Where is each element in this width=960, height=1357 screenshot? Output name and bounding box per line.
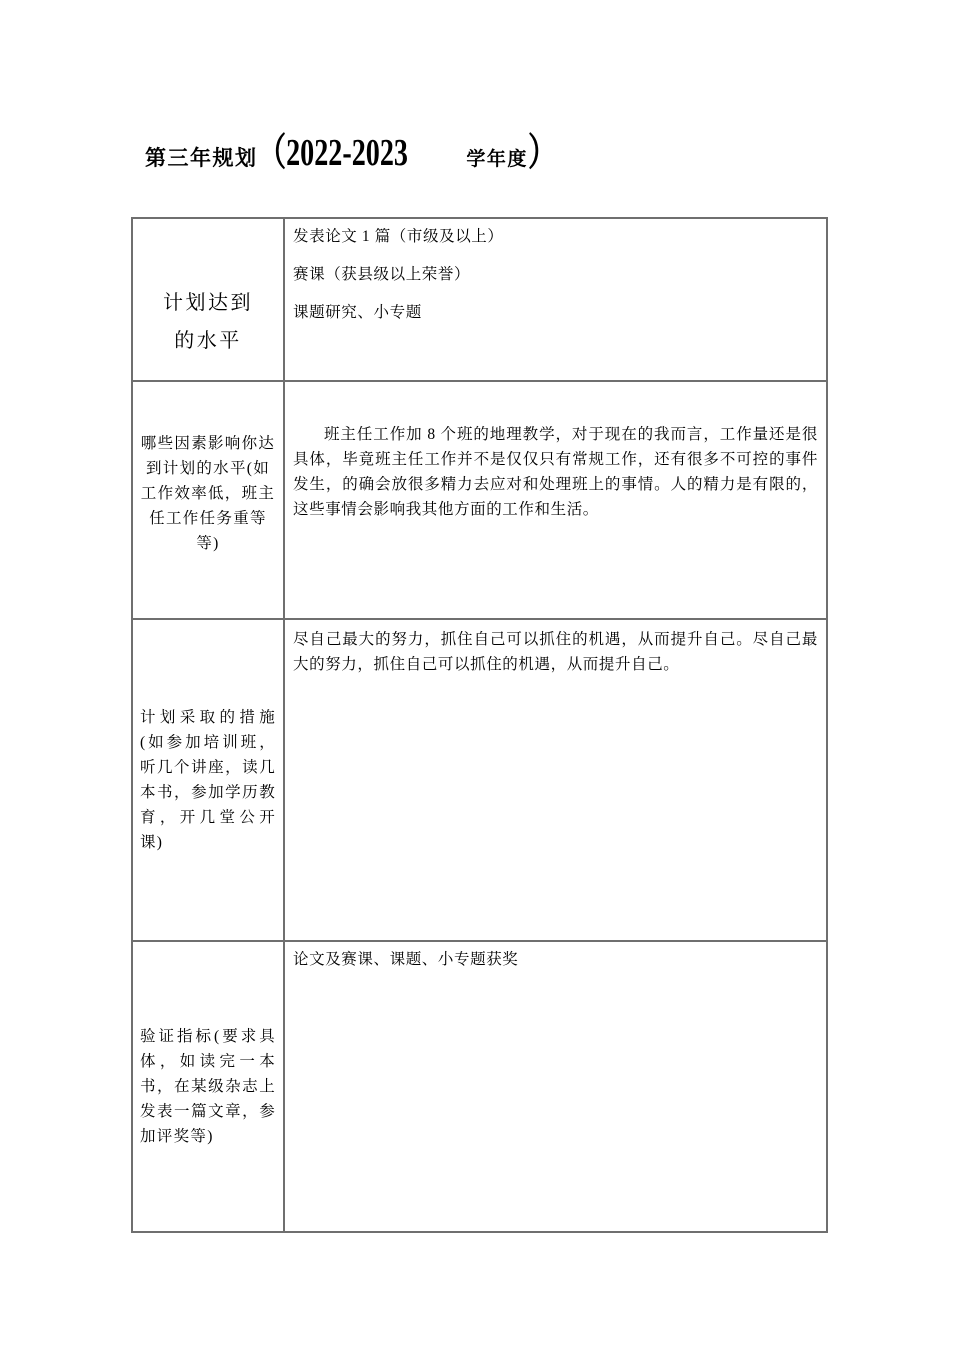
row-header-influencing-factors xyxy=(133,382,285,620)
title-text: 第三年规划 xyxy=(145,146,258,170)
paragraph-measures: 尽自己最大的努力，抓住自己可以抓住的机遇，从而提升自己。尽自己最大的努力，抓住自己可以抓住的机遇，从而提升自己。 xyxy=(293,631,818,673)
header-text: 哪些因素影响你达到计划的水平(如工作效率低，班主任工作任务重等等) xyxy=(140,434,276,552)
row-header-planned-measures xyxy=(133,620,285,942)
header-text: 验证指标(要求具体，如读完一本书，在某级杂志上发表一篇文章，参加评奖等) xyxy=(140,1028,276,1145)
cell-influencing-factors-content xyxy=(285,382,826,620)
header-line: 的水平 xyxy=(174,329,242,352)
paragraph-publish-paper: 发表论文 1 篇（市级及以上） xyxy=(293,228,504,245)
cell-plan-level-content xyxy=(285,219,826,382)
title-years: （2022-2023 xyxy=(257,132,408,174)
row-header-verification-metrics xyxy=(133,942,285,1231)
cell-planned-measures-content xyxy=(285,620,826,942)
plan-table xyxy=(131,217,828,1233)
paragraph-research-topic: 课题研究、小专题 xyxy=(293,304,422,321)
row-header-plan-level xyxy=(133,219,285,382)
cell-verification-metrics-content xyxy=(285,942,826,1231)
header-line: 计划达到 xyxy=(163,291,253,314)
title-suffix: 学年度 xyxy=(460,149,528,170)
paragraph-lesson-competition: 赛课（获县级以上荣誉） xyxy=(293,266,471,283)
paragraph-factors: 班主任工作加 8 个班的地理教学，对于现在的我而言，工作量还是很具体，毕竟班主任工作并不是仅仅只有常规工作，还有很多不可控的事件发生，的确会放很多精力去应对和处理班上的事情。人的精力是有限的，这些事情会影响我其他方面的工作和生活。 xyxy=(293,426,818,518)
page-title xyxy=(145,121,566,176)
paragraph-awards: 论文及赛课、课题、小专题获奖 xyxy=(293,951,519,968)
header-text: 计划采取的措施(如参加培训班，听几个讲座，读几本书，参加学历教育，开几堂公开课) xyxy=(140,709,276,851)
title-close-paren: ） xyxy=(527,132,557,174)
